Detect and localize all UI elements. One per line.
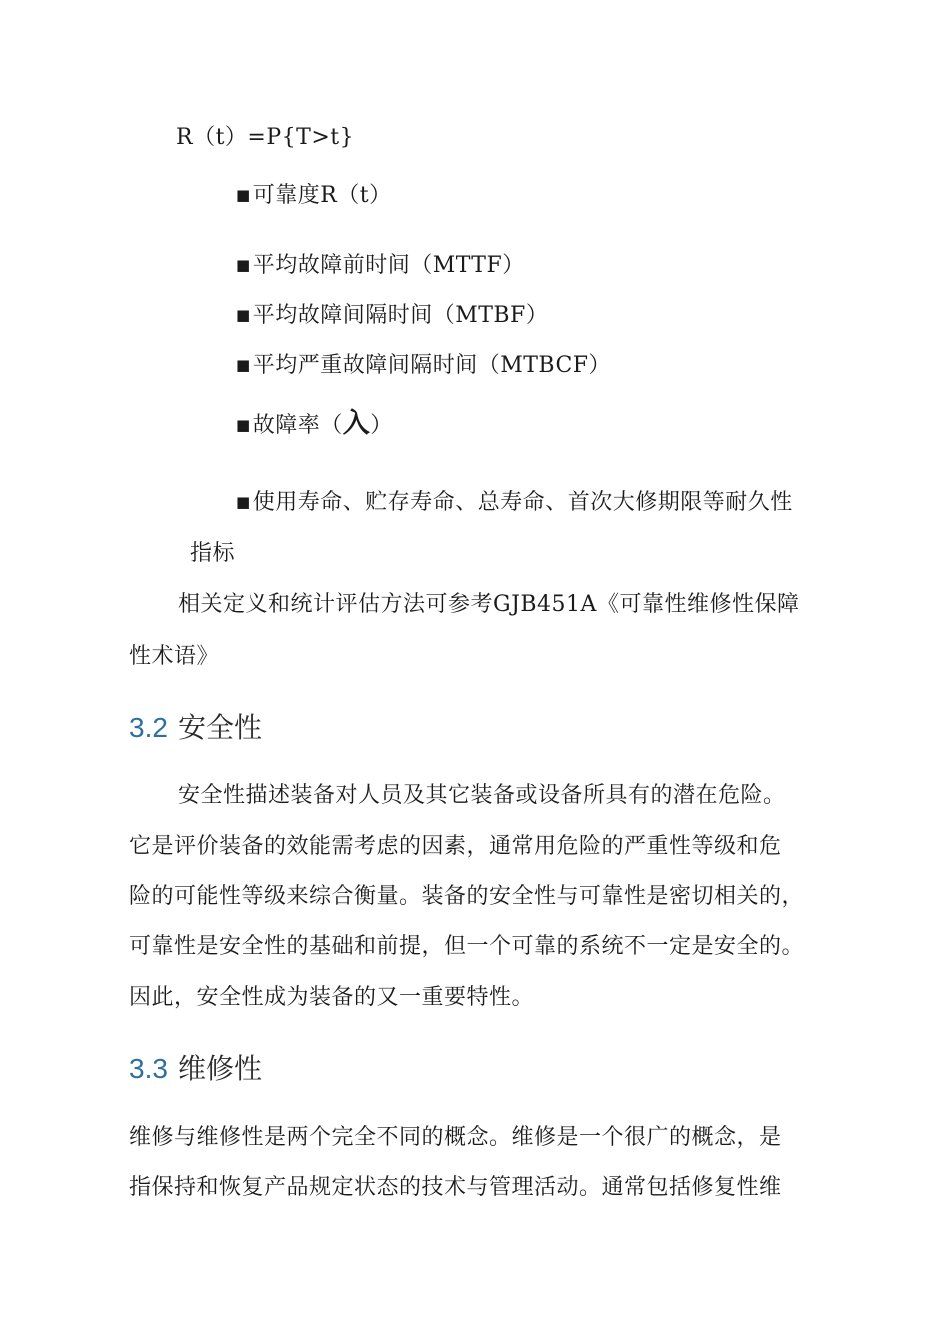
square-bullet-icon: ■	[236, 493, 251, 511]
bullet-text-end: ）	[370, 413, 393, 438]
section-heading-3-3	[129, 1052, 262, 1086]
section-title: 安全性	[177, 711, 262, 744]
bullet-text: 可靠度R（t）	[252, 183, 392, 208]
square-bullet-icon: ■	[236, 186, 251, 204]
bullet-mttf	[236, 251, 525, 280]
paragraph-line: 指保持和恢复产品规定状态的技术与管理活动。通常包括修复性维	[129, 1175, 782, 1200]
bullet-text: 平均严重故障间隔时间（MTBCF）	[252, 353, 612, 378]
paragraph-line: 可靠性是安全性的基础和前提，但一个可靠的系统不一定是安全的。	[129, 934, 805, 959]
formula-line: R（t）=P{T>t}	[176, 125, 355, 150]
paragraph-line: 安全性描述装备对人员及其它装备或设备所具有的潜在危险。	[178, 783, 786, 808]
bullet-durability-continuation: 指标	[190, 541, 236, 566]
square-bullet-icon: ■	[236, 416, 251, 434]
section-number: 3.3	[129, 1053, 168, 1084]
paragraph-line: 险的可能性等级来综合衡量。装备的安全性与可靠性是密切相关的，	[129, 884, 805, 909]
reference-paragraph-line-1: 相关定义和统计评估方法可参考GJB451A《可靠性维修性保障	[178, 592, 800, 617]
section-number: 3.2	[129, 712, 168, 743]
lambda-symbol: 入	[342, 408, 371, 439]
paragraph-line: 因此，安全性成为装备的又一重要特性。	[129, 985, 535, 1010]
bullet-failure-rate	[236, 410, 393, 440]
square-bullet-icon: ■	[236, 306, 251, 324]
section-heading-3-2	[129, 711, 262, 745]
bullet-reliability	[236, 181, 392, 210]
paragraph-line: 维修与维修性是两个完全不同的概念。维修是一个很广的概念，是	[129, 1125, 782, 1150]
section-title: 维修性	[177, 1052, 262, 1085]
reference-paragraph-line-2: 性术语》	[129, 644, 220, 669]
bullet-text: 平均故障间隔时间（MTBF）	[252, 303, 549, 328]
bullet-text: 使用寿命、贮存寿命、总寿命、首次大修期限等耐久性	[252, 490, 793, 515]
paragraph-line: 它是评价装备的效能需考虑的因素，通常用危险的严重性等级和危	[129, 834, 782, 859]
bullet-mtbcf	[236, 351, 611, 380]
bullet-text: 故障率（	[252, 413, 343, 438]
square-bullet-icon: ■	[236, 256, 251, 274]
square-bullet-icon: ■	[236, 356, 251, 374]
bullet-mtbf	[236, 301, 548, 330]
bullet-durability	[236, 488, 793, 517]
bullet-text: 平均故障前时间（MTTF）	[252, 253, 525, 278]
